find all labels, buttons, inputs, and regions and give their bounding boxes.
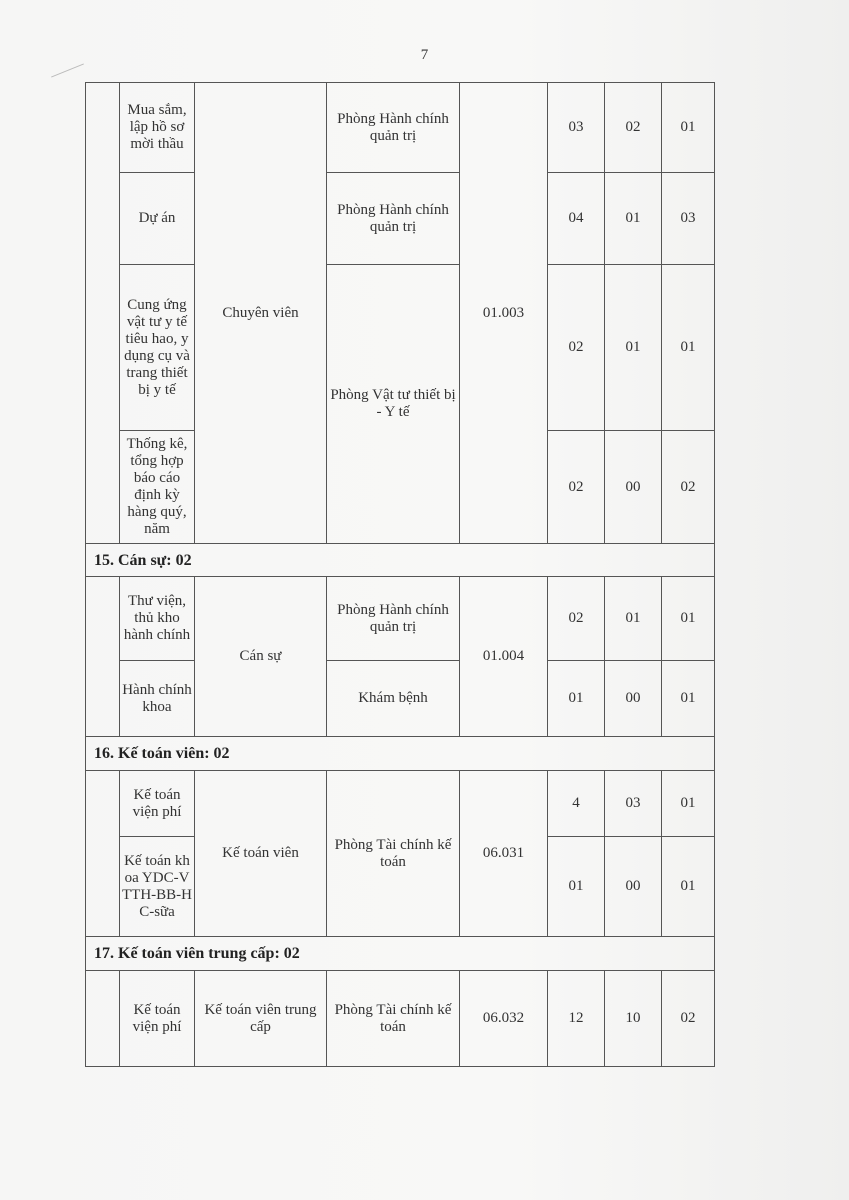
staffing-table [85, 82, 715, 1067]
department-cell: Phòng Vật tư thiết bị - Y tế [327, 265, 460, 544]
page-number: 7 [420, 47, 429, 63]
task-cell: Kế toán viện phí [120, 971, 195, 1067]
section-header-row [86, 544, 715, 577]
count-b-cell: 03 [662, 173, 715, 265]
department-cell: Phòng Hành chính quản trị [327, 577, 460, 661]
total-cell: 03 [548, 83, 605, 173]
code-cell: 01.003 [460, 83, 548, 544]
total-cell: 02 [548, 577, 605, 661]
total-cell: 4 [548, 771, 605, 837]
department-cell: Khám bệnh [327, 661, 460, 737]
count-a-cell: 10 [605, 971, 662, 1067]
count-a-cell: 01 [605, 265, 662, 431]
count-b-cell: 01 [662, 83, 715, 173]
count-a-cell: 00 [605, 431, 662, 544]
task-cell: Mua sắm, lập hồ sơ mời thầu [120, 83, 195, 173]
table-row [86, 661, 715, 737]
count-b-cell: 02 [662, 431, 715, 544]
count-a-cell: 02 [605, 83, 662, 173]
code-cell: 01.004 [460, 577, 548, 737]
task-cell: Dự án [120, 173, 195, 265]
count-b-cell: 02 [662, 971, 715, 1067]
table-row [86, 265, 715, 431]
count-b-cell: 01 [662, 661, 715, 737]
index-cell [86, 83, 120, 544]
position-cell: Kế toán viên [195, 771, 327, 937]
section-heading: 15. Cán sự: 02 [86, 544, 715, 577]
count-b-cell: 01 [662, 837, 715, 937]
code-cell: 06.032 [460, 971, 548, 1067]
section-header-row [86, 937, 715, 971]
total-cell: 12 [548, 971, 605, 1067]
count-a-cell: 03 [605, 771, 662, 837]
table-row [86, 173, 715, 265]
count-b-cell: 01 [662, 771, 715, 837]
index-cell [86, 577, 120, 737]
task-cell: Kế toán viện phí [120, 771, 195, 837]
section-heading: 16. Kế toán viên: 02 [86, 737, 715, 771]
index-cell [86, 771, 120, 937]
task-cell: Cung ứng vật tư y tế tiêu hao, y dụng cụ và trang thiết bị y tế [120, 265, 195, 431]
total-cell: 01 [548, 837, 605, 937]
task-cell: Kế toán khoa YDC-VTTH-BB-HC-sữa [120, 837, 195, 937]
total-cell: 02 [548, 265, 605, 431]
scan-mark [51, 63, 84, 77]
department-cell: Phòng Hành chính quản trị [327, 83, 460, 173]
table-row [86, 83, 715, 173]
department-cell: Phòng Hành chính quản trị [327, 173, 460, 265]
position-cell: Cán sự [195, 577, 327, 737]
index-cell [86, 971, 120, 1067]
section-heading: 17. Kế toán viên trung cấp: 02 [86, 937, 715, 971]
table-row [86, 971, 715, 1067]
position-cell: Chuyên viên [195, 83, 327, 544]
task-cell: Hành chính khoa [120, 661, 195, 737]
count-b-cell: 01 [662, 577, 715, 661]
position-cell: Kế toán viên trung cấp [195, 971, 327, 1067]
table-row [86, 771, 715, 837]
count-a-cell: 01 [605, 577, 662, 661]
task-cell: Thống kê, tổng hợp báo cáo định kỳ hàng quý, năm [120, 431, 195, 544]
table-row [86, 577, 715, 661]
code-cell: 06.031 [460, 771, 548, 937]
department-cell: Phòng Tài chính kế toán [327, 771, 460, 937]
count-b-cell: 01 [662, 265, 715, 431]
total-cell: 01 [548, 661, 605, 737]
count-a-cell: 01 [605, 173, 662, 265]
department-cell: Phòng Tài chính kế toán [327, 971, 460, 1067]
total-cell: 04 [548, 173, 605, 265]
section-header-row [86, 737, 715, 771]
count-a-cell: 00 [605, 837, 662, 937]
count-a-cell: 00 [605, 661, 662, 737]
task-cell: Thư viện, thủ kho hành chính [120, 577, 195, 661]
total-cell: 02 [548, 431, 605, 544]
